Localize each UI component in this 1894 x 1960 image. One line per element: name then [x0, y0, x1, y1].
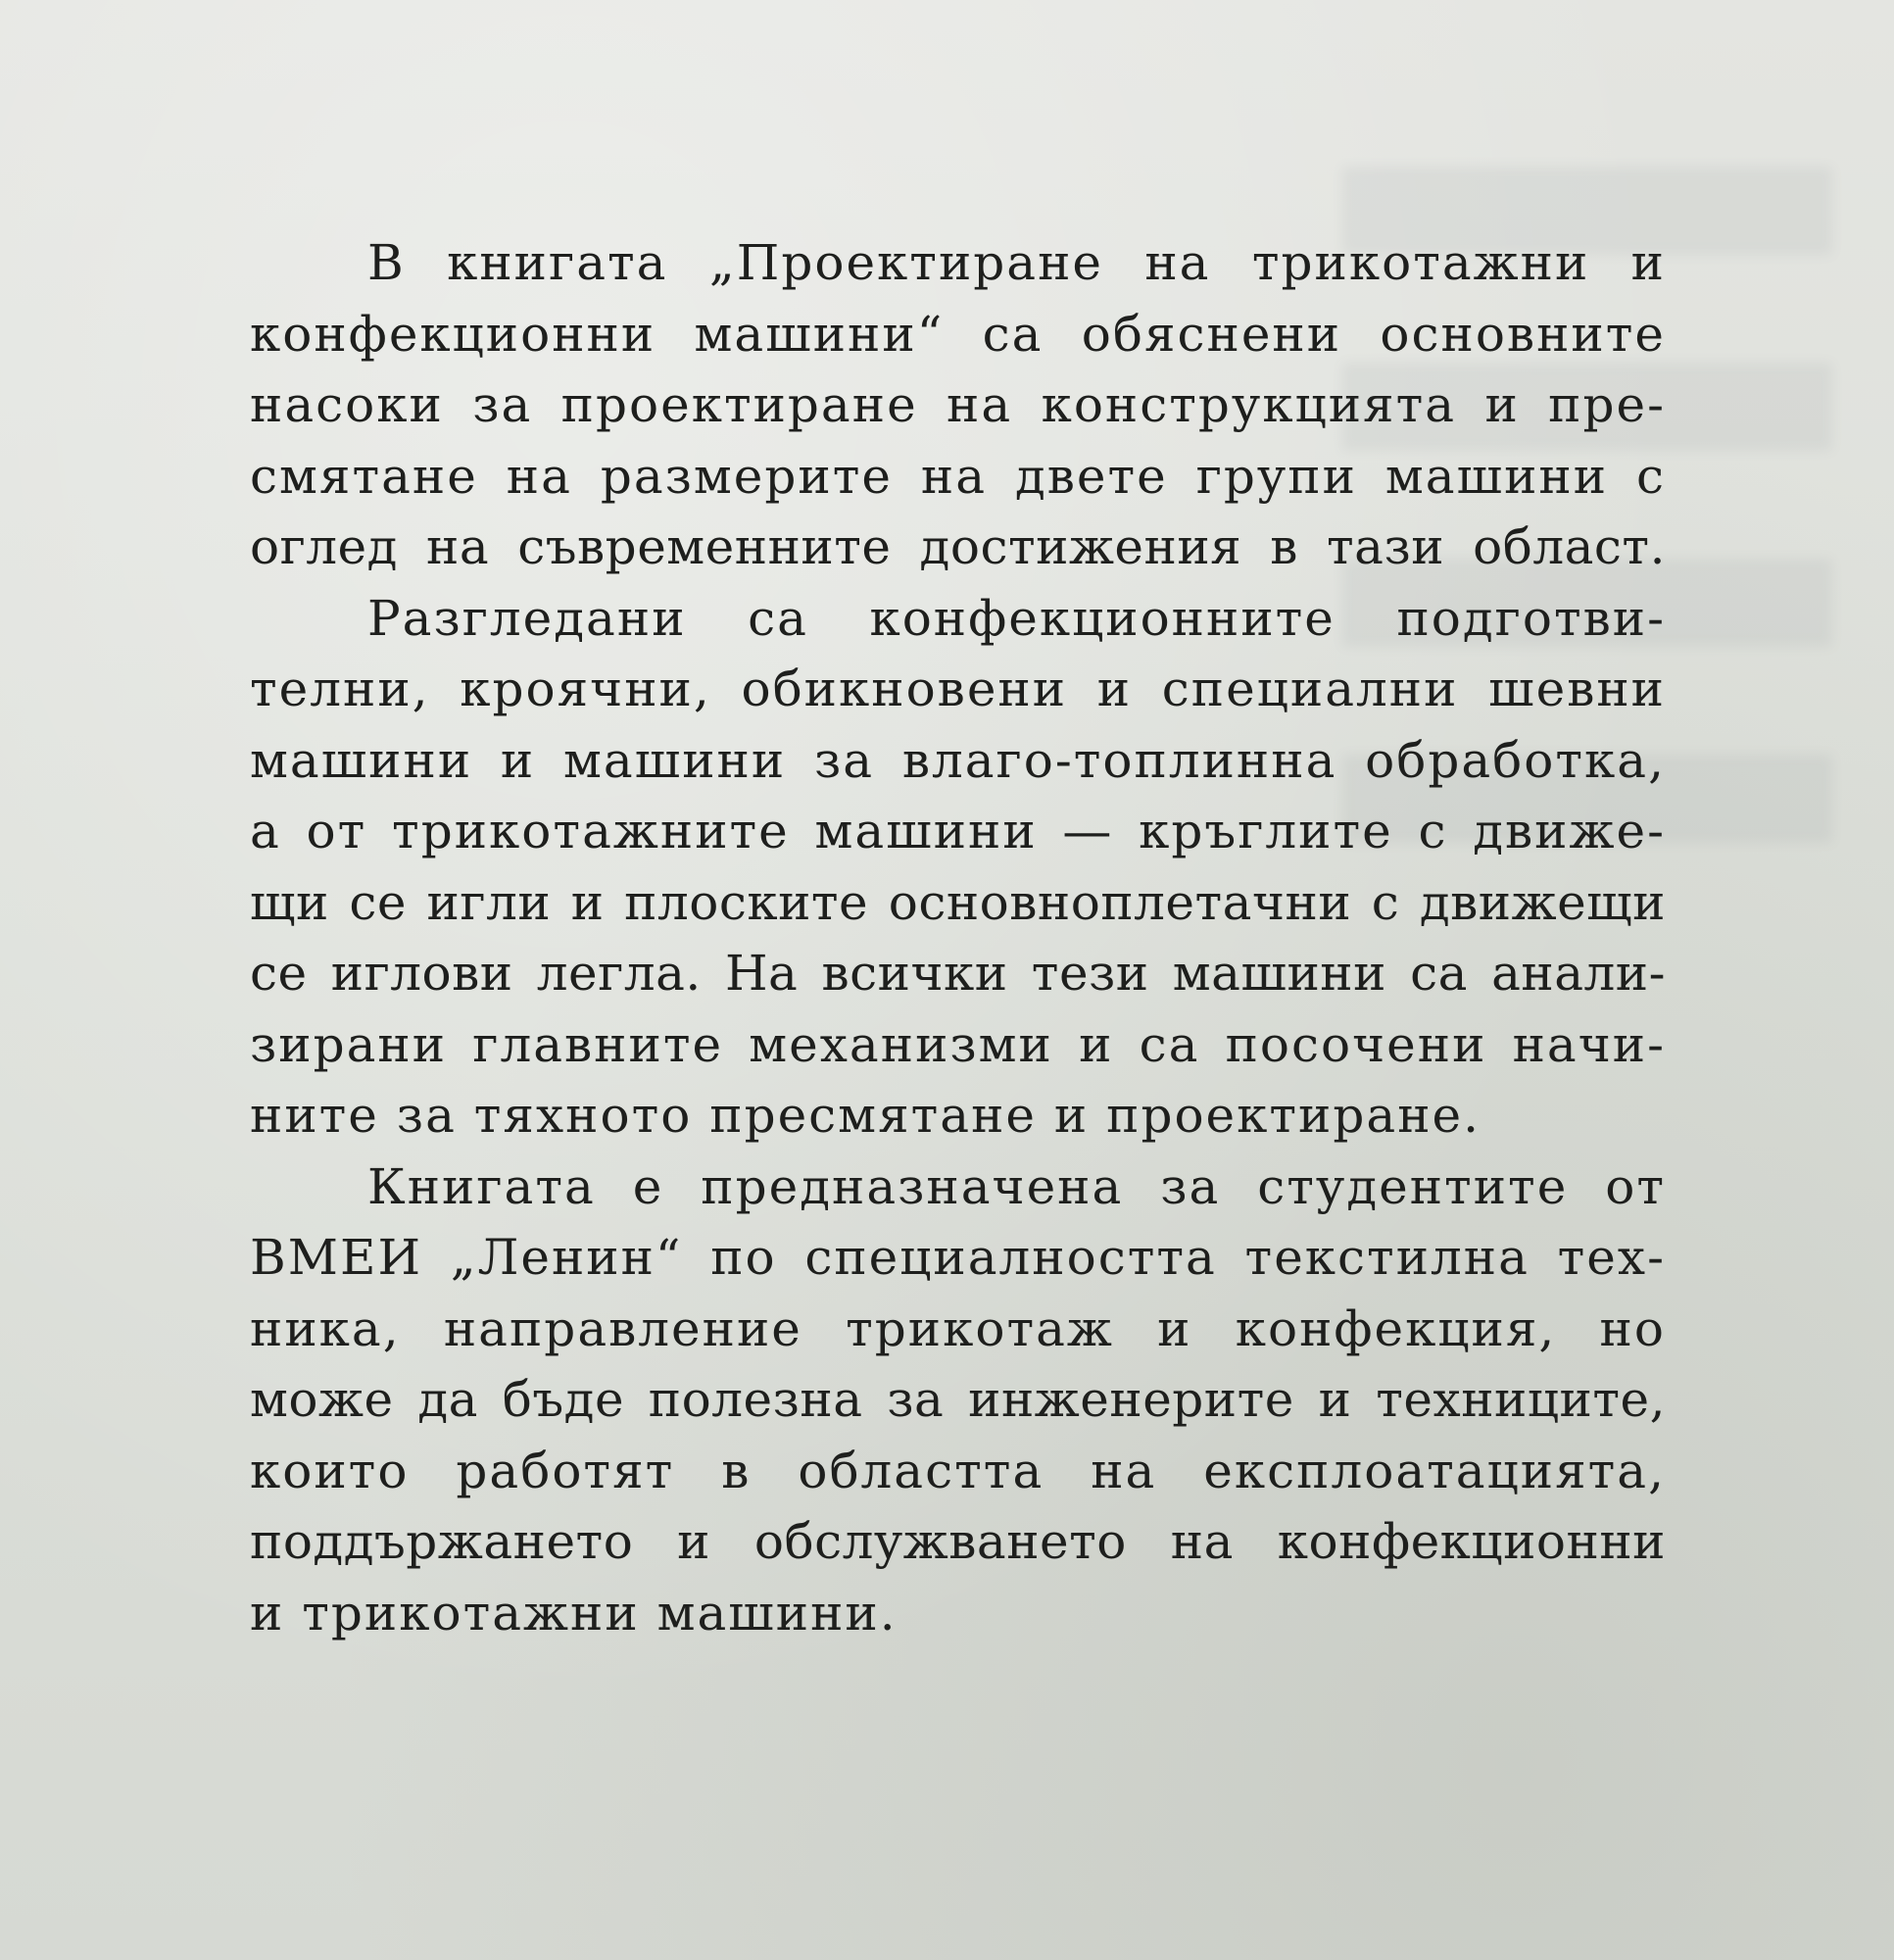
text-line: може да бъде полезна за инженерите и техниците,: [250, 1371, 1666, 1428]
text-line: телни, кроячни, обикновени и специални шевни: [250, 661, 1666, 717]
text-line: Книгата е предназначена за студентите от: [367, 1157, 1666, 1215]
text-line: ните за тяхното пресмятане и проектиране.: [250, 1087, 1481, 1144]
text-line: и трикотажни машини.: [250, 1584, 898, 1642]
text-line: машини и машини за влаго-топлинна обработка,: [250, 731, 1666, 789]
paragraph-1: [250, 227, 1666, 583]
text-line: се иглови легла. На всички тези машини са анали-: [250, 945, 1666, 1002]
text-line: ВМЕИ „Ленин“ по специалността текстилна тех-: [250, 1229, 1666, 1286]
text-line: смятане на размерите на двете групи машини с: [250, 447, 1666, 505]
paragraph-3: [250, 1152, 1666, 1649]
paragraph-2: [250, 583, 1666, 1152]
text-line: поддържането и обслужването на конфекционни: [250, 1513, 1666, 1570]
text-line: оглед на съвременните достижения в тази област.: [250, 518, 1666, 575]
text-line: ника, направление трикотаж и конфекция, но: [250, 1299, 1666, 1357]
text-line: Разгледани са конфекционните подготви-: [367, 589, 1666, 647]
text-line: конфекционни машини“ са обяснени основните: [250, 305, 1666, 363]
annotation-text: [250, 227, 1666, 1648]
text-line: които работят в областта на експлоатацията,: [250, 1442, 1666, 1499]
text-line: В книгата „Проектиране на трикотажни и: [367, 234, 1666, 291]
text-line: зирани главните механизми и са посочени начи-: [250, 1015, 1666, 1073]
text-line: щи се игли и плоските основноплетачни с движещи: [250, 873, 1666, 931]
text-line: насоки за проектиране на конструкцията и пре-: [250, 376, 1666, 433]
text-line: а от трикотажните машини — кръглите с движе-: [250, 803, 1666, 859]
